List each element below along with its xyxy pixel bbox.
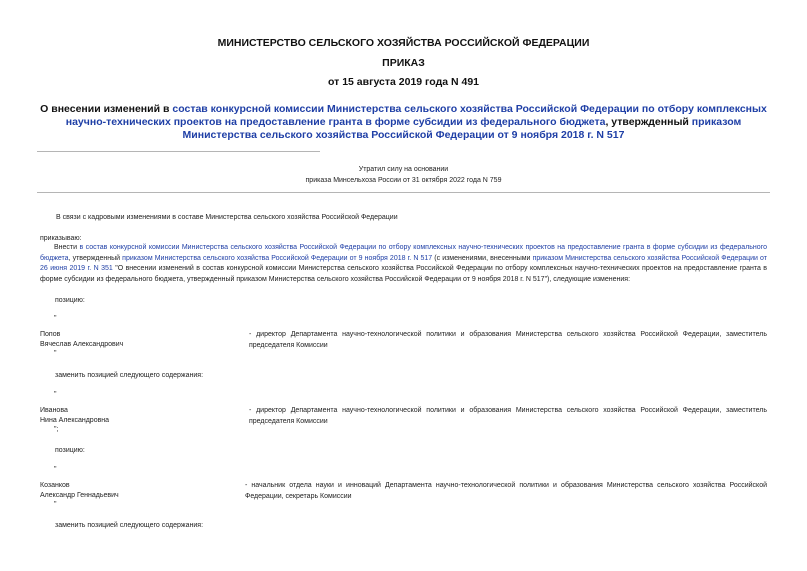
para-mid-1: , утвержденный: [68, 254, 123, 262]
title-link-order-517[interactable]: приказом Министерства сельского хозяйства Российской Федерации от 9 ноября 2018 г. N 517: [182, 116, 742, 141]
para-link-order-517[interactable]: приказом Министерства сельского хозяйства Российской Федерации от 9 ноября 2018 г. N 517: [122, 254, 433, 262]
entry-name-3: Александр Геннадьевич: [40, 492, 119, 499]
replace-text-1: заменить позицией следующего содержания:: [55, 372, 204, 379]
status-line: Утратил силу на основании: [358, 166, 449, 173]
entry-surname-1: Попов: [40, 331, 61, 338]
replace-text-2: заменить позицией следующего содержания:: [55, 522, 204, 529]
title-text-2: , утвержденный: [605, 116, 692, 128]
separator-bottom: [37, 192, 770, 193]
doc-type-heading: ПРИКАЗ: [382, 57, 425, 69]
title-link-composition[interactable]: состав конкурсной комиссии Министерства сельского хозяйства Российской Федерации по отбору комплексных научно-технических проектов на предоставление гранта в форме субсидии из федерального бюджета: [65, 103, 767, 128]
para-mid-2: (с изменениями, внесенными: [432, 254, 533, 262]
para-link-order-351[interactable]: приказом Министерства сельского хозяйства Российской Федерации от 26 июня 2019 г. N 351: [40, 254, 767, 272]
quote-close-semi-2: ";: [54, 426, 59, 433]
entry-name-2: Нина Александровна: [40, 417, 110, 424]
quote-open-3: ": [54, 466, 57, 473]
ministry-heading: МИНИСТЕРСТВО СЕЛЬСКОГО ХОЗЯЙСТВА РОССИЙСКОЙ ФЕДЕРАЦИИ: [217, 37, 590, 49]
document-title: [40, 103, 767, 142]
para-link-composition[interactable]: в состав конкурсной комиссии Министерства сельского хозяйства Российской Федерации по отбору комплексных научно-технических проектов на предоставление гранта в форме субсидии из федерального бюджета: [40, 244, 767, 262]
entry-role-3: - начальник отдела науки и инноваций Департамента научно-технологической политики и образования Министерства сельского хозяйства Российской Федерации, секретарь Комиссии: [245, 482, 767, 500]
quote-open-1: ": [54, 315, 57, 322]
position-word-2: позицию:: [55, 447, 85, 454]
entry-role-2: - директор Департамента научно-технологической политики и образования Министерства сельского хозяйства Российской Федерации, заместитель председателя Комиссии: [249, 407, 767, 425]
quote-open-2: ": [54, 391, 57, 398]
para-end: "О внесении изменений в состав конкурсной комиссии Министерства сельского хозяйства Российской Федерации по отбору комплексных научно-технических проектов на предоставление гранта в форме субсидии из федерального бюджета, утвержденный приказом Министерства сельского хозяйства Российской Федерации от 9 ноября 2018 г. N 517"), следующие изменения:: [40, 265, 768, 283]
position-word-1: позицию:: [55, 297, 85, 304]
entry-surname-3: Козанков: [40, 482, 70, 489]
separator-top: [37, 151, 320, 152]
title-text-1: О внесении изменений в: [40, 103, 173, 115]
quote-close-1: ": [54, 350, 57, 357]
entry-name-1: Вячеслав Александрович: [40, 341, 124, 348]
quote-close-3: ": [54, 501, 57, 508]
status-link[interactable]: приказа Минсельхоза России от 31 октября 2022 года N 759: [305, 177, 502, 184]
entry-role-1: - директор Департамента научно-технологической политики и образования Министерства сельского хозяйства Российской Федерации, заместитель председателя Комиссии: [249, 331, 767, 349]
para-start: Внести: [54, 244, 80, 251]
entry-surname-2: Иванова: [40, 407, 68, 414]
intro-text: В связи с кадровыми изменениями в составе Министерства сельского хозяйства Российской Федерации: [56, 214, 398, 221]
main-paragraph: [40, 243, 767, 285]
date-number: от 15 августа 2019 года N 491: [327, 76, 480, 88]
order-word: приказываю:: [40, 235, 82, 242]
